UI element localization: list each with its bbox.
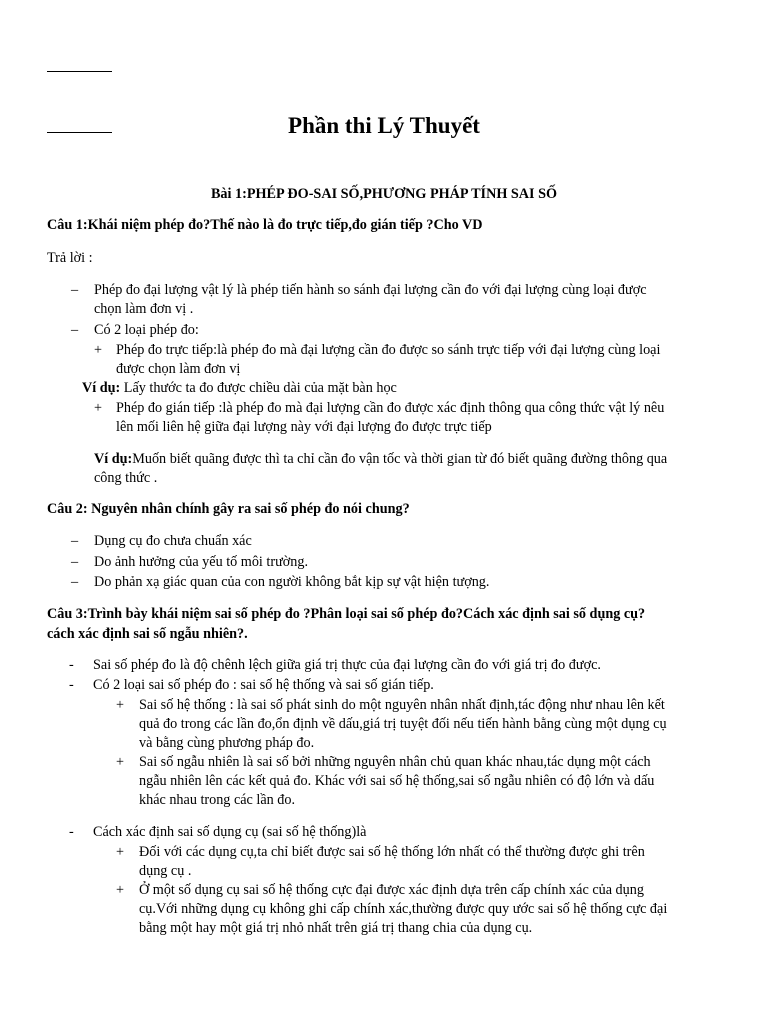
example-label: Ví dụ: — [82, 380, 121, 396]
dash-marker: – — [71, 574, 79, 590]
q2-item-3: Do phản xạ giác quan của con người không bắt kịp sự vật hiện tượng. — [94, 574, 490, 590]
q3-point-1: Sai số phép đo là độ chênh lệch giữa giá trị thực của đại lượng cần đo với giá trị đo được. — [93, 657, 601, 673]
hyphen-marker: - — [69, 657, 74, 673]
example-text: Lấy thước ta đo được chiều dài của mặt bàn học — [120, 380, 397, 396]
plus-marker: + — [116, 844, 125, 860]
q3-sub-2-line-1: Sai số ngẫu nhiên là sai số bởi những nguyên nhân chủ quan khác nhau,tác dụng một cách — [139, 754, 651, 770]
q3-sub-4-line-1: Ở một số dụng cụ sai số hệ thống cực đại được xác định dựa trên cấp chính xác của dụng — [139, 882, 644, 898]
hyphen-marker: - — [69, 824, 74, 840]
q3-sub-3-line-2: dụng cụ . — [139, 863, 192, 879]
hyphen-marker: - — [69, 677, 74, 693]
q3-sub-3-line-1: Đối với các dụng cụ,ta chỉ biết được sai số hệ thống lớn nhất có thể thường được ghi trên — [139, 844, 645, 860]
q3-sub-4-line-3: bằng một hay một giá trị nhỏ nhất trên giá trị thang chia của dụng cụ. — [139, 920, 533, 936]
plus-marker: + — [116, 754, 125, 770]
q3-sub-1-line-2: quả đo trong các lần đo,ổn định về dấu,giá trị tuyệt đối nếu tiến hành bằng cùng một dụng cụ — [139, 716, 667, 732]
dash-marker: – — [71, 322, 79, 338]
dash-marker: – — [71, 533, 79, 549]
example-label: Ví dụ: — [94, 451, 133, 467]
q1-bullet-2: Có 2 loại phép đo: — [94, 322, 199, 338]
q1-sub-1-line-2: được chọn làm đơn vị — [116, 361, 241, 377]
q1-example-1 — [82, 379, 397, 399]
plus-marker: + — [116, 697, 125, 713]
q2-item-1: Dụng cụ đo chưa chuẩn xác — [94, 533, 252, 549]
q3-point-3: Cách xác định sai số dụng cụ (sai số hệ thống)là — [93, 824, 367, 840]
q3-point-2: Có 2 loại sai số phép đo : sai số hệ thống và sai số gián tiếp. — [93, 677, 434, 693]
q1-bullet-1-line-2: chọn làm đơn vị . — [94, 301, 194, 317]
question-3-line-1: Câu 3:Trình bày khái niệm sai số phép đo ?Phân loại sai số phép đo?Cách xác định sai số dụng cụ? — [47, 606, 646, 622]
plus-marker: + — [116, 882, 125, 898]
q1-example-2-line-1 — [94, 450, 729, 470]
q1-bullet-1-line-1: Phép đo đại lượng vật lý là phép tiến hành so sánh đại lượng cần đo với đại lượng cùng loại được — [94, 282, 647, 298]
q3-sub-1-line-1: Sai số hệ thống : là sai số phát sinh do một nguyên nhân nhất định,tác động như nhau lên kết — [139, 697, 665, 713]
q1-sub-1-line-1: Phép đo trực tiếp:là phép đo mà đại lượng cần đo được so sánh trực tiếp với đại lượng cùng loại — [116, 342, 661, 358]
example-text: Muốn biết quãng được thì ta chỉ cần đo vận tốc và thời gian từ đó biết quãng đường thông qua — [132, 451, 668, 467]
plus-marker: + — [94, 342, 103, 358]
q1-sub-2-line-1: Phép đo gián tiếp :là phép đo mà đại lượng cần đo được xác định thông qua công thức vật lý nêu — [116, 400, 665, 416]
q3-sub-2-line-2: ngẫu nhiên lên các kết quả đo. Khác với sai số hệ thống,sai số ngẫu nhiên có độ lớn và dấu — [139, 773, 655, 789]
question-2: Câu 2: Nguyên nhân chính gây ra sai số phép đo nói chung? — [47, 501, 410, 517]
question-3-line-2: cách xác định sai số ngẫu nhiên?. — [47, 626, 248, 642]
q3-sub-1-line-3: và bằng cùng phương pháp đo. — [139, 735, 315, 751]
header-rule-1 — [47, 71, 112, 72]
plus-marker: + — [94, 400, 103, 416]
lesson-heading: Bài 1:PHÉP ĐO-SAI SỐ,PHƯƠNG PHÁP TÍNH SAI SỐ — [210, 186, 558, 202]
q1-sub-2-line-2: lên mối liên hệ giữa đại lượng này với đại lượng đo được trực tiếp — [116, 419, 492, 435]
q3-sub-2-line-3: khác nhau trong các lần đo. — [139, 792, 296, 808]
q1-example-2-line-2: công thức . — [94, 470, 158, 486]
question-1: Câu 1:Khái niệm phép đo?Thế nào là đo trực tiếp,đo gián tiếp ?Cho VD — [47, 217, 483, 233]
answer-label: Trả lời : — [47, 250, 93, 266]
q2-item-2: Do ảnh hưởng của yếu tố môi trường. — [94, 554, 308, 570]
page-title: Phần thi Lý Thuyết — [288, 113, 480, 138]
dash-marker: – — [71, 554, 79, 570]
dash-marker: – — [71, 282, 79, 298]
q3-sub-4-line-2: cụ.Với những dụng cụ không ghi cấp chính xác,thường được quy ước sai số hệ thống cực đại — [139, 901, 668, 917]
